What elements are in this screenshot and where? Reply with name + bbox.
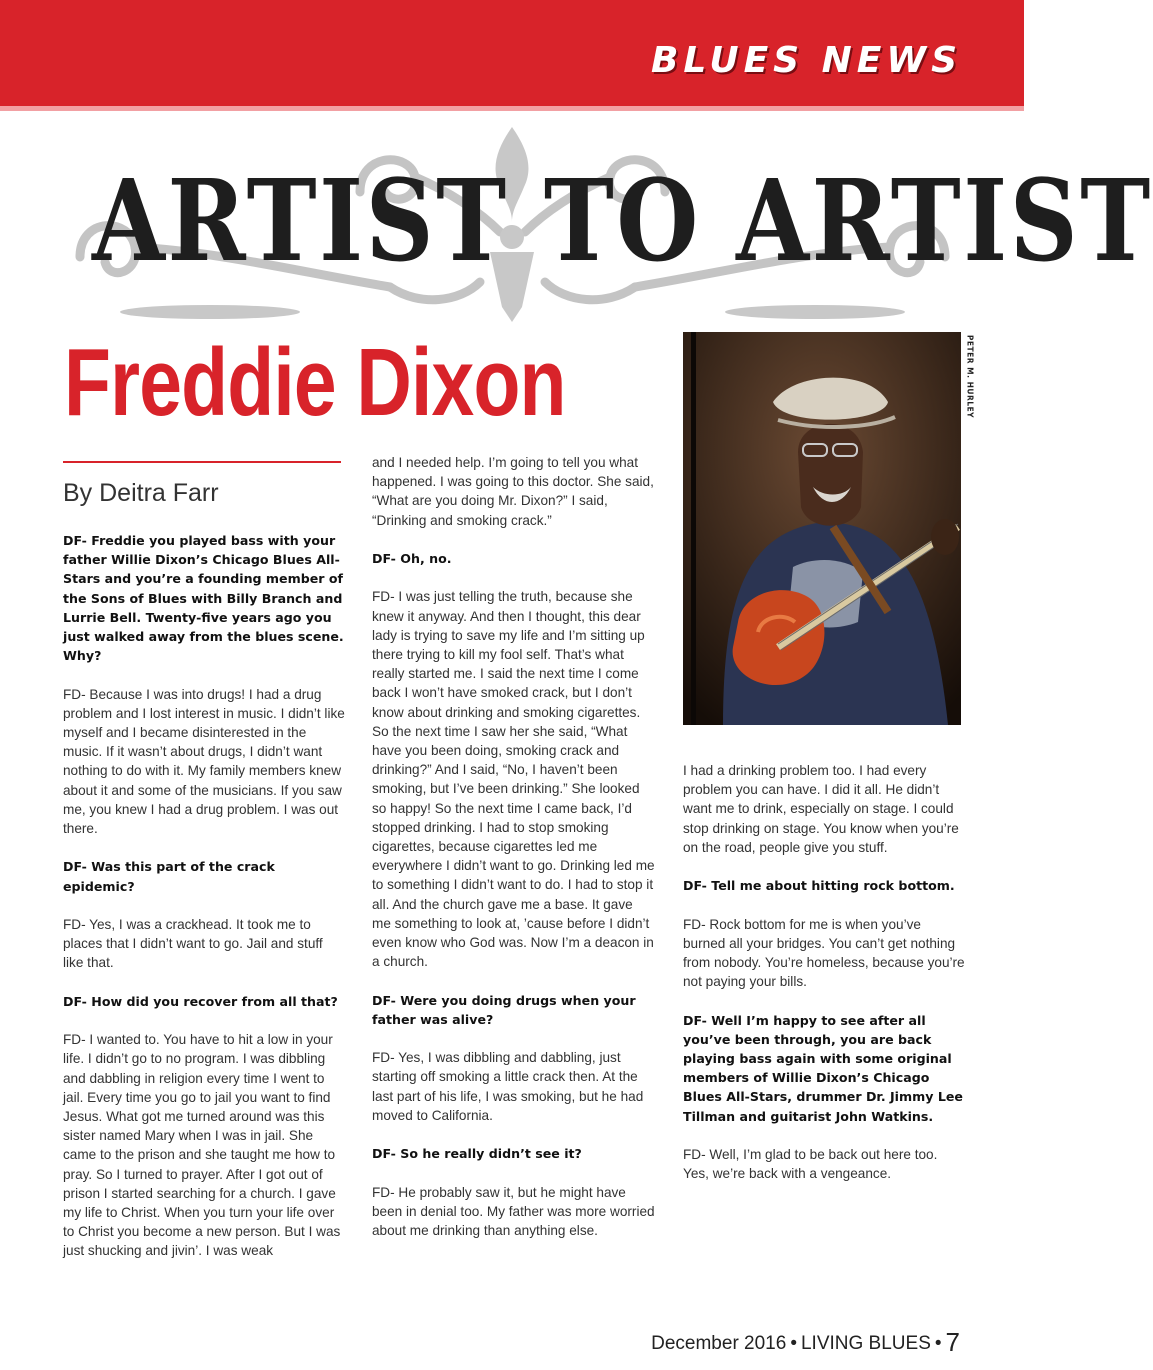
question: DF- Freddie you played bass with your father Willie Dixon’s Chicago Blues All-Stars and you’re a founding member of the Sons of Blues with Billy Branch and Lurrie Bell. Twenty-five years ago you just walked away from the blues scene. Why? [63,533,344,664]
answer: FD- He probably saw it, but he might have been in denial too. My father was more worried about me drinking than anything else. [372,1184,655,1239]
column-1 [63,531,345,1280]
issue-date: December 2016 [651,1333,787,1354]
question: DF- Oh, no. [372,551,452,566]
byline: By Deitra Farr [63,479,219,507]
answer: FD- Rock bottom for me is when you’ve burned all your bridges. You can’t get nothing from nobody. You’re homeless, because you’re not paying your bills. [683,916,965,990]
answer: FD- I was just telling the truth, because she knew it anyway. And then I thought, this dear lady is trying to save my life and I’m sitting up there trying to kill my fool self. That’s what really started me. I said the next time I come back I won’t have smoked crack, but I don’t know about drinking and smoking cigarettes. So the next time I saw her she said, “What have you been doing, smoking crack and drinking?” And I said, “No, I haven’t been smoking, but I’ve been drinking.” She looked so happy! So the next time I came back, I’d stopped drinking. I had to stop smoking cigarettes, because cigarettes led me everywhere I didn’t want to go. Drinking led me to something I didn’t want to do. I had to stop it all. And the church gave me a base. It gave me something to look at, ’cause before I didn’t even know who God was. Now I’m a deacon in a church. [372,589,655,970]
question: DF- Were you doing drugs when your father was alive? [372,992,636,1027]
artist-photo-illustration [683,332,961,725]
question: DF- Was this part of the crack epidemic? [63,859,275,894]
question: DF- Tell me about hitting rock bottom. [683,878,955,894]
question: DF- Well I’m happy to see after all you’ve been through, you are back playing bass again with some original members of Willie Dixon’s Chicago Blues All-Stars, drummer Dr. Jimmy Lee Tillman and guitarist John Watkins. [683,1012,963,1124]
bullet-separator: • [934,1333,942,1354]
answer: FD- Yes, I was dibbling and dabbling, just starting off smoking a little crack then. At the last part of his life, I was smoking, but he had moved to California. [372,1050,644,1123]
answer: FD- Yes, I was a crackhead. It took me to places that I didn’t want to go. Jail and stuff like that. [63,917,323,971]
byline-rule [63,461,341,463]
column-3 [683,761,965,1203]
section-banner [0,0,1024,111]
answer: FD- I wanted to. You have to hit a low in your life. I didn’t go to no program. I was dibbling and dabbling in religion every time I went to jail. Every time you go to jail you want to find Jesus. What got me turned around was this sister named Mary when I was in jail. She came to the prison and she taught me how to pray. So I turned to prayer. After I got out of prison I started searching for a church. I gave my life to Christ. When you turn your life over to Christ you become a new person. But I was just shucking and jivin’. I was weak [63,1032,341,1259]
photo-credit-text: PETER M. HURLEY [965,334,975,419]
page-footer [651,1327,960,1358]
answer: FD- Well, I’m glad to be back out here too. Yes, we’re back with a vengeance. [683,1147,938,1182]
question: DF- So he really didn’t see it? [372,1146,582,1162]
page-number: 7 [945,1327,960,1357]
answer: I had a drinking problem too. I had every problem you can have. I did it all. He didn’t want me to drink, especially on stage. I could stop drinking on stage. You know when you’re on the road, people give you stuff. [683,763,959,855]
article-title: Freddie Dixon [64,329,566,436]
answer: FD- Because I was into drugs! I had a drug problem and I lost interest in music. I didn’t like myself and I became disinterested in the music. If it wasn’t about drugs, I didn’t want nothing to do with it. My family members knew about it and some of the musicians. If you saw me, you knew I had a drug problem. I was out there. [63,686,345,837]
magazine-name: LIVING BLUES [800,1333,931,1354]
answer: and I needed help. I’m going to tell you what happened. I was going to this doctor. She said, “What are you doing Mr. Dixon?” I said, “Drinking and smoking crack.” [372,455,654,528]
kicker-title: ARTIST TO ARTIST [92,156,1153,287]
artist-photo [683,332,961,725]
bullet-separator: • [790,1333,797,1354]
column-2 [372,453,655,1259]
photo-credit [962,335,978,425]
section-title: BLUES NEWS [650,40,962,81]
question: DF- How did you recover from all that? [63,993,338,1009]
